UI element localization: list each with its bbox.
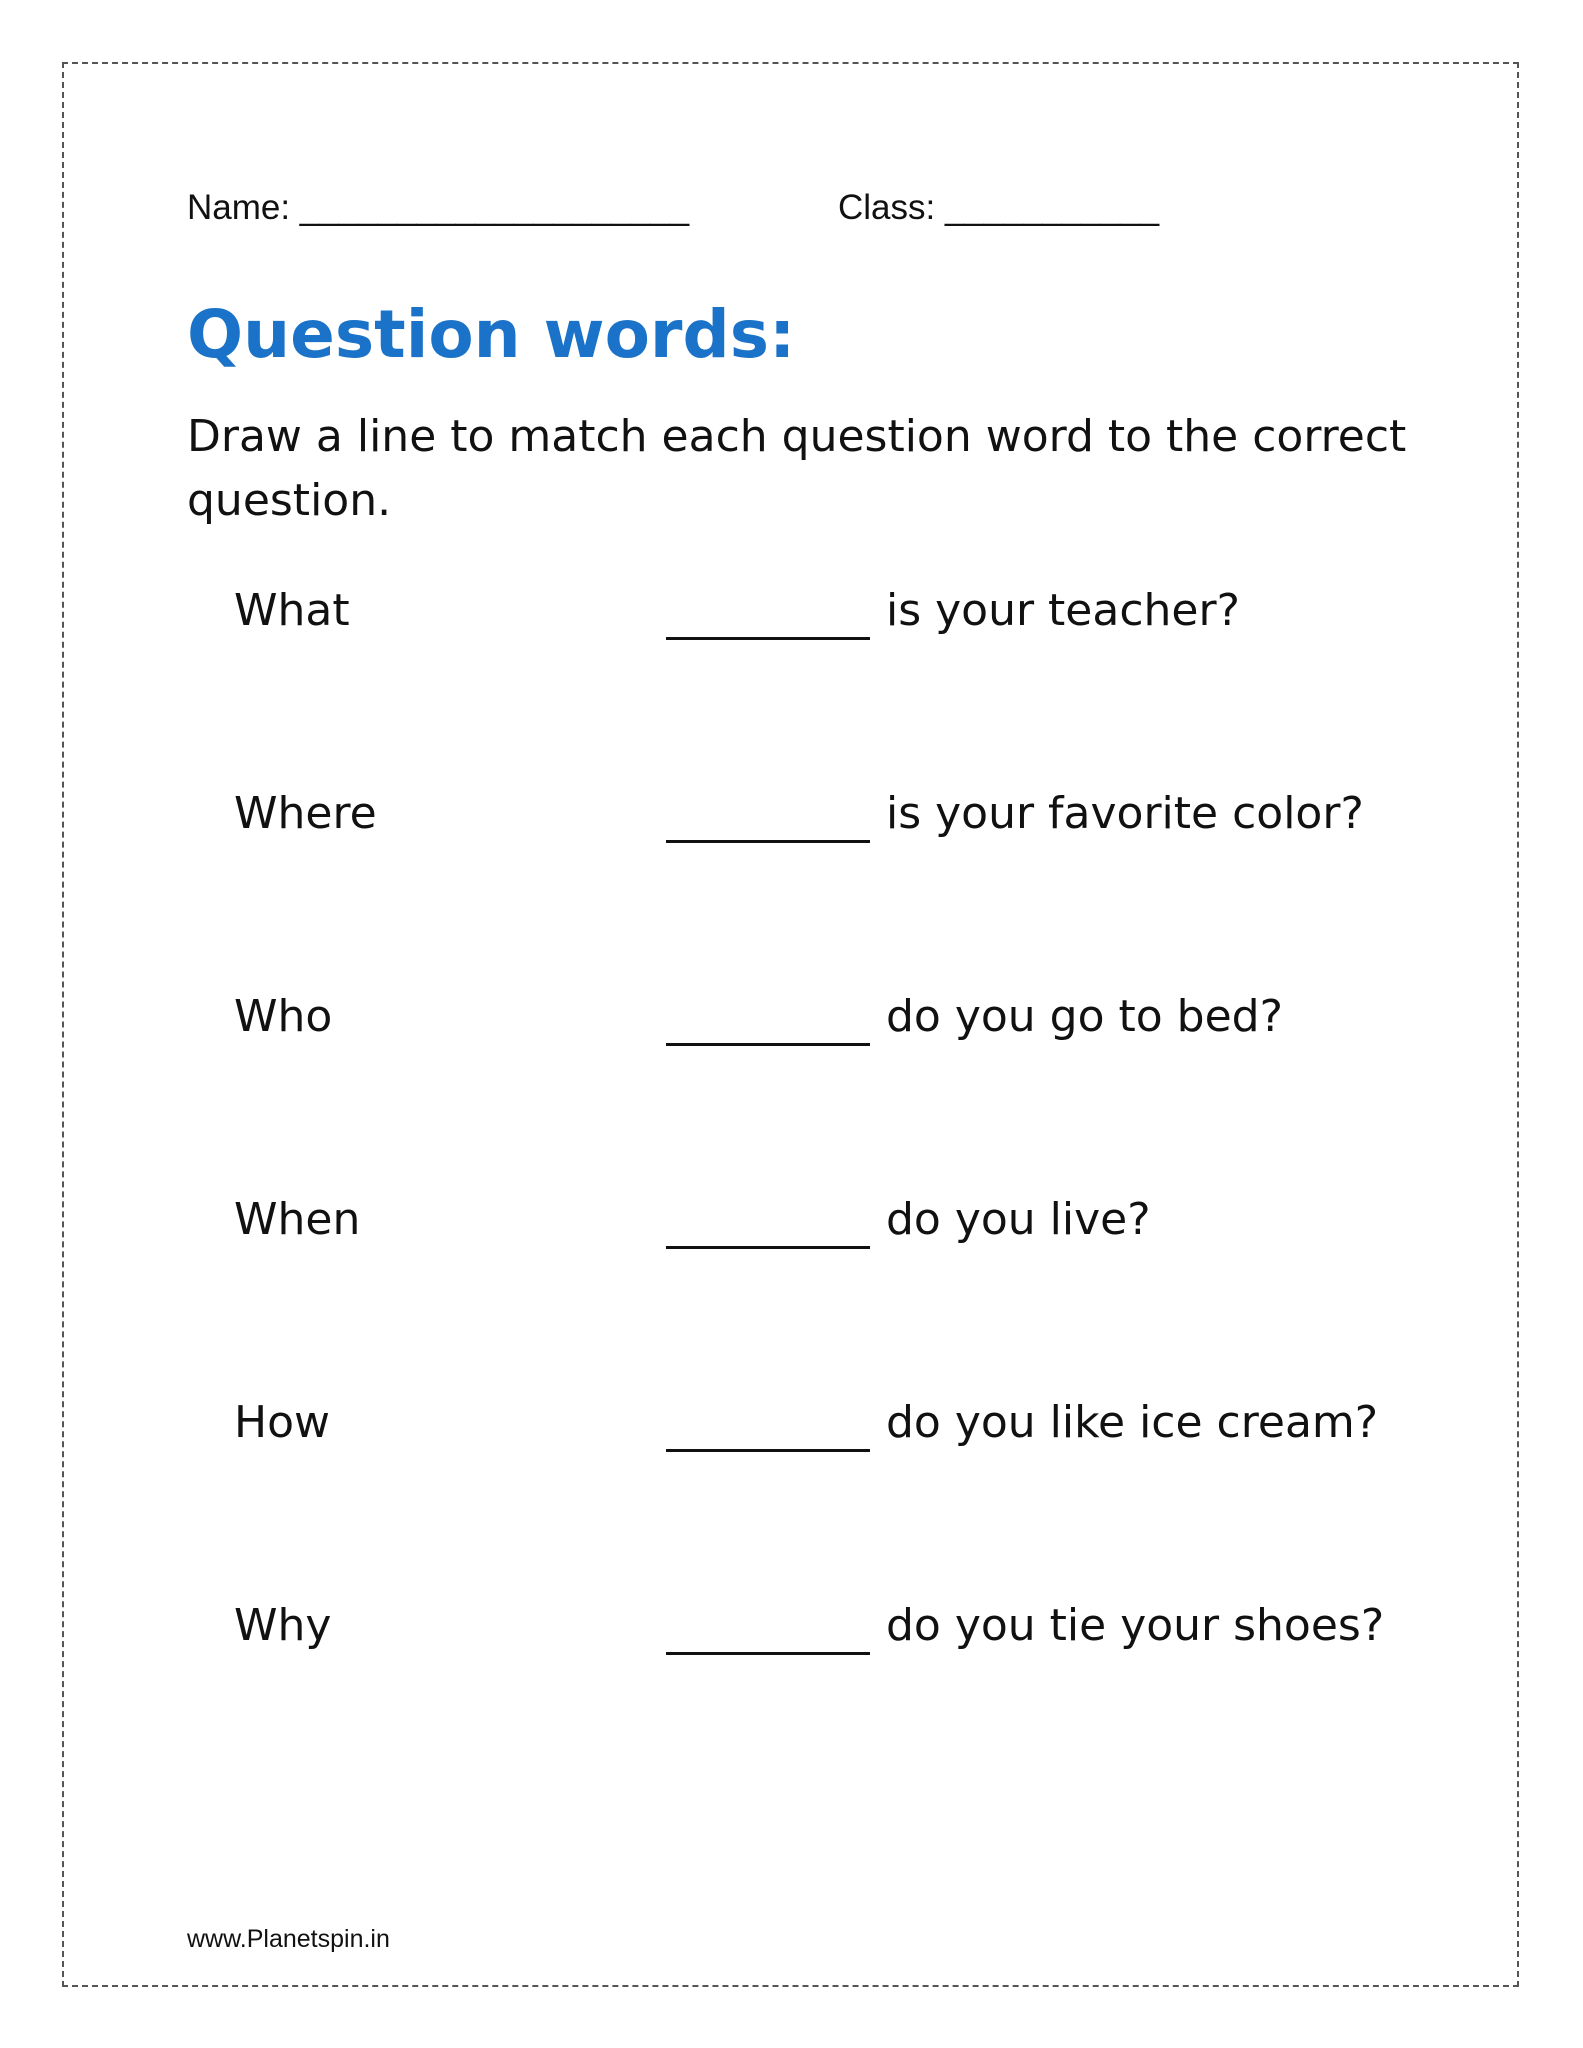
instructions: Draw a line to match each question word to the correct question.: [187, 411, 1407, 526]
question-text: is your favorite color?: [886, 788, 1364, 839]
question-word: Why: [234, 1600, 332, 1651]
match-row: [0, 1194, 1583, 1264]
question-word: When: [234, 1194, 361, 1245]
answer-blank: [666, 991, 870, 1046]
question-word: What: [234, 585, 350, 636]
question-text: do you live?: [886, 1194, 1151, 1245]
match-row: [0, 1397, 1583, 1467]
question-word: Who: [234, 991, 333, 1042]
question-word: Where: [234, 788, 377, 839]
answer-blank: [666, 1397, 870, 1452]
answer-blank: [666, 1600, 870, 1655]
answer-blank: [666, 788, 870, 843]
question-text: is your teacher?: [886, 585, 1240, 636]
worksheet-title: Question words:: [187, 296, 796, 373]
answer-blank: [666, 585, 870, 640]
footer-website: www.Planetspin.in: [187, 1925, 390, 1953]
question-word: How: [234, 1397, 330, 1448]
match-row: [0, 788, 1583, 858]
question-text: do you like ice cream?: [886, 1397, 1379, 1448]
match-row: [0, 991, 1583, 1061]
name-field-label: Name: ____________________: [187, 188, 690, 227]
question-text: do you tie your shoes?: [886, 1600, 1385, 1651]
question-text: do you go to bed?: [886, 991, 1283, 1042]
match-row: [0, 1600, 1583, 1670]
class-field-label: Class: ___________: [838, 188, 1160, 227]
match-row: [0, 585, 1583, 655]
answer-blank: [666, 1194, 870, 1249]
